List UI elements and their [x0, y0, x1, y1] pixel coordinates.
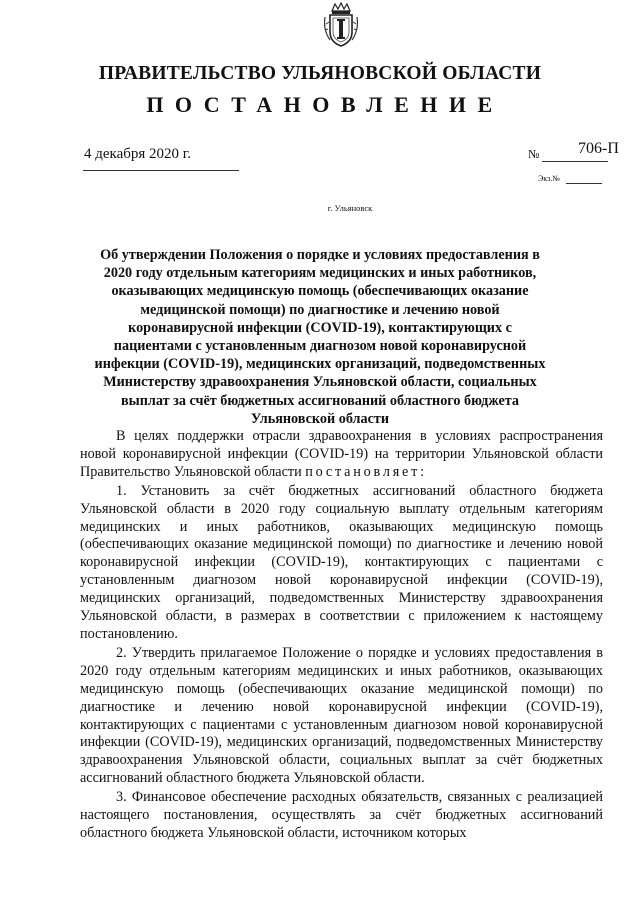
item-1-paragraph: 1. Установить за счёт бюджетных ассигнований областного бюджета Ульяновской области в 2020 году социальную выплату отдельным категориям медицинских и иных работников, оказывающих медицинскую помощь (обеспечивающих оказание медицинской помощи) по диагностике и лечению новой коронавирусной инфекции (COVID-19), контактирующих с пациентами с установленным диагнозом новой коронавирусной инфекции (COVID-19), медицинских организаций, подведомственных Министерству здравоохранения Ульяновской области, в размерах в соответствии с приложением к настоящему постановлению. [80, 482, 603, 642]
document-type: ПОСТАНОВЛЕНИЕ [146, 92, 504, 117]
copy-number-label: Экз.№ [538, 174, 560, 183]
preamble-text: В целях поддержки отрасли здравоохранения в условиях распространения новой коронавирусной инфекции (COVID-19) на территории Ульяновской области Правительство Ульяновской области [80, 428, 603, 480]
item-3-paragraph: 3. Финансовое обеспечение расходных обязательств, связанных с реализацией настоящего постановления, осуществлять за счёт бюджетных ассигнований областного бюджета Ульяновской области, источником которых [80, 789, 603, 841]
document-number: 706-П [578, 140, 619, 157]
document-heading: Об утверждении Положения о порядке и условиях предоставления в 2020 году отдельным категориям медицинских и иных работников, оказывающих медицинскую помощь (обеспечивающих оказание медицинской помощи) по диагностике и лечению новой коронавирусной инфекции (COVID-19), контактирующих с пациентами с установленным диагнозом новой коронавирусной инфекции (COVID-19), медицинских организаций, подведомственных Министерству здравоохранения Ульяновской области, социальных выплат за счёт бюджетных ассигнований областного бюджета Ульяновской области [94, 247, 546, 427]
coat-of-arms-icon [322, 2, 360, 48]
date-underline [83, 170, 239, 171]
number-sign: № [528, 147, 540, 161]
city-label: г. Ульяновск [327, 203, 373, 213]
document-body [80, 428, 603, 844]
number-underline [542, 161, 608, 162]
decree-word: постановляет: [305, 463, 427, 480]
preamble-paragraph [80, 428, 603, 482]
copy-number-underline [566, 183, 602, 184]
organization-title: ПРАВИТЕЛЬСТВО УЛЬЯНОВСКОЙ ОБЛАСТИ [98, 63, 542, 84]
item-2-paragraph: 2. Утвердить прилагаемое Положение о порядке и условиях предоставления в 2020 году отдельным категориям медицинских и иных работников, оказывающих медицинскую помощь (обеспечивающих оказание медицинской помощи) по диагностике и лечению новой коронавирусной инфекции (COVID-19), контактирующих с пациентами с установленным диагнозом новой коронавирусной инфекции (COVID-19), медицинских организаций, подведомственных Министерству здравоохранения Ульяновской области, социальных выплат за счёт бюджетных ассигнований областного бюджета Ульяновской области. [80, 644, 603, 787]
document-date: 4 декабря 2020 г. [84, 146, 191, 162]
